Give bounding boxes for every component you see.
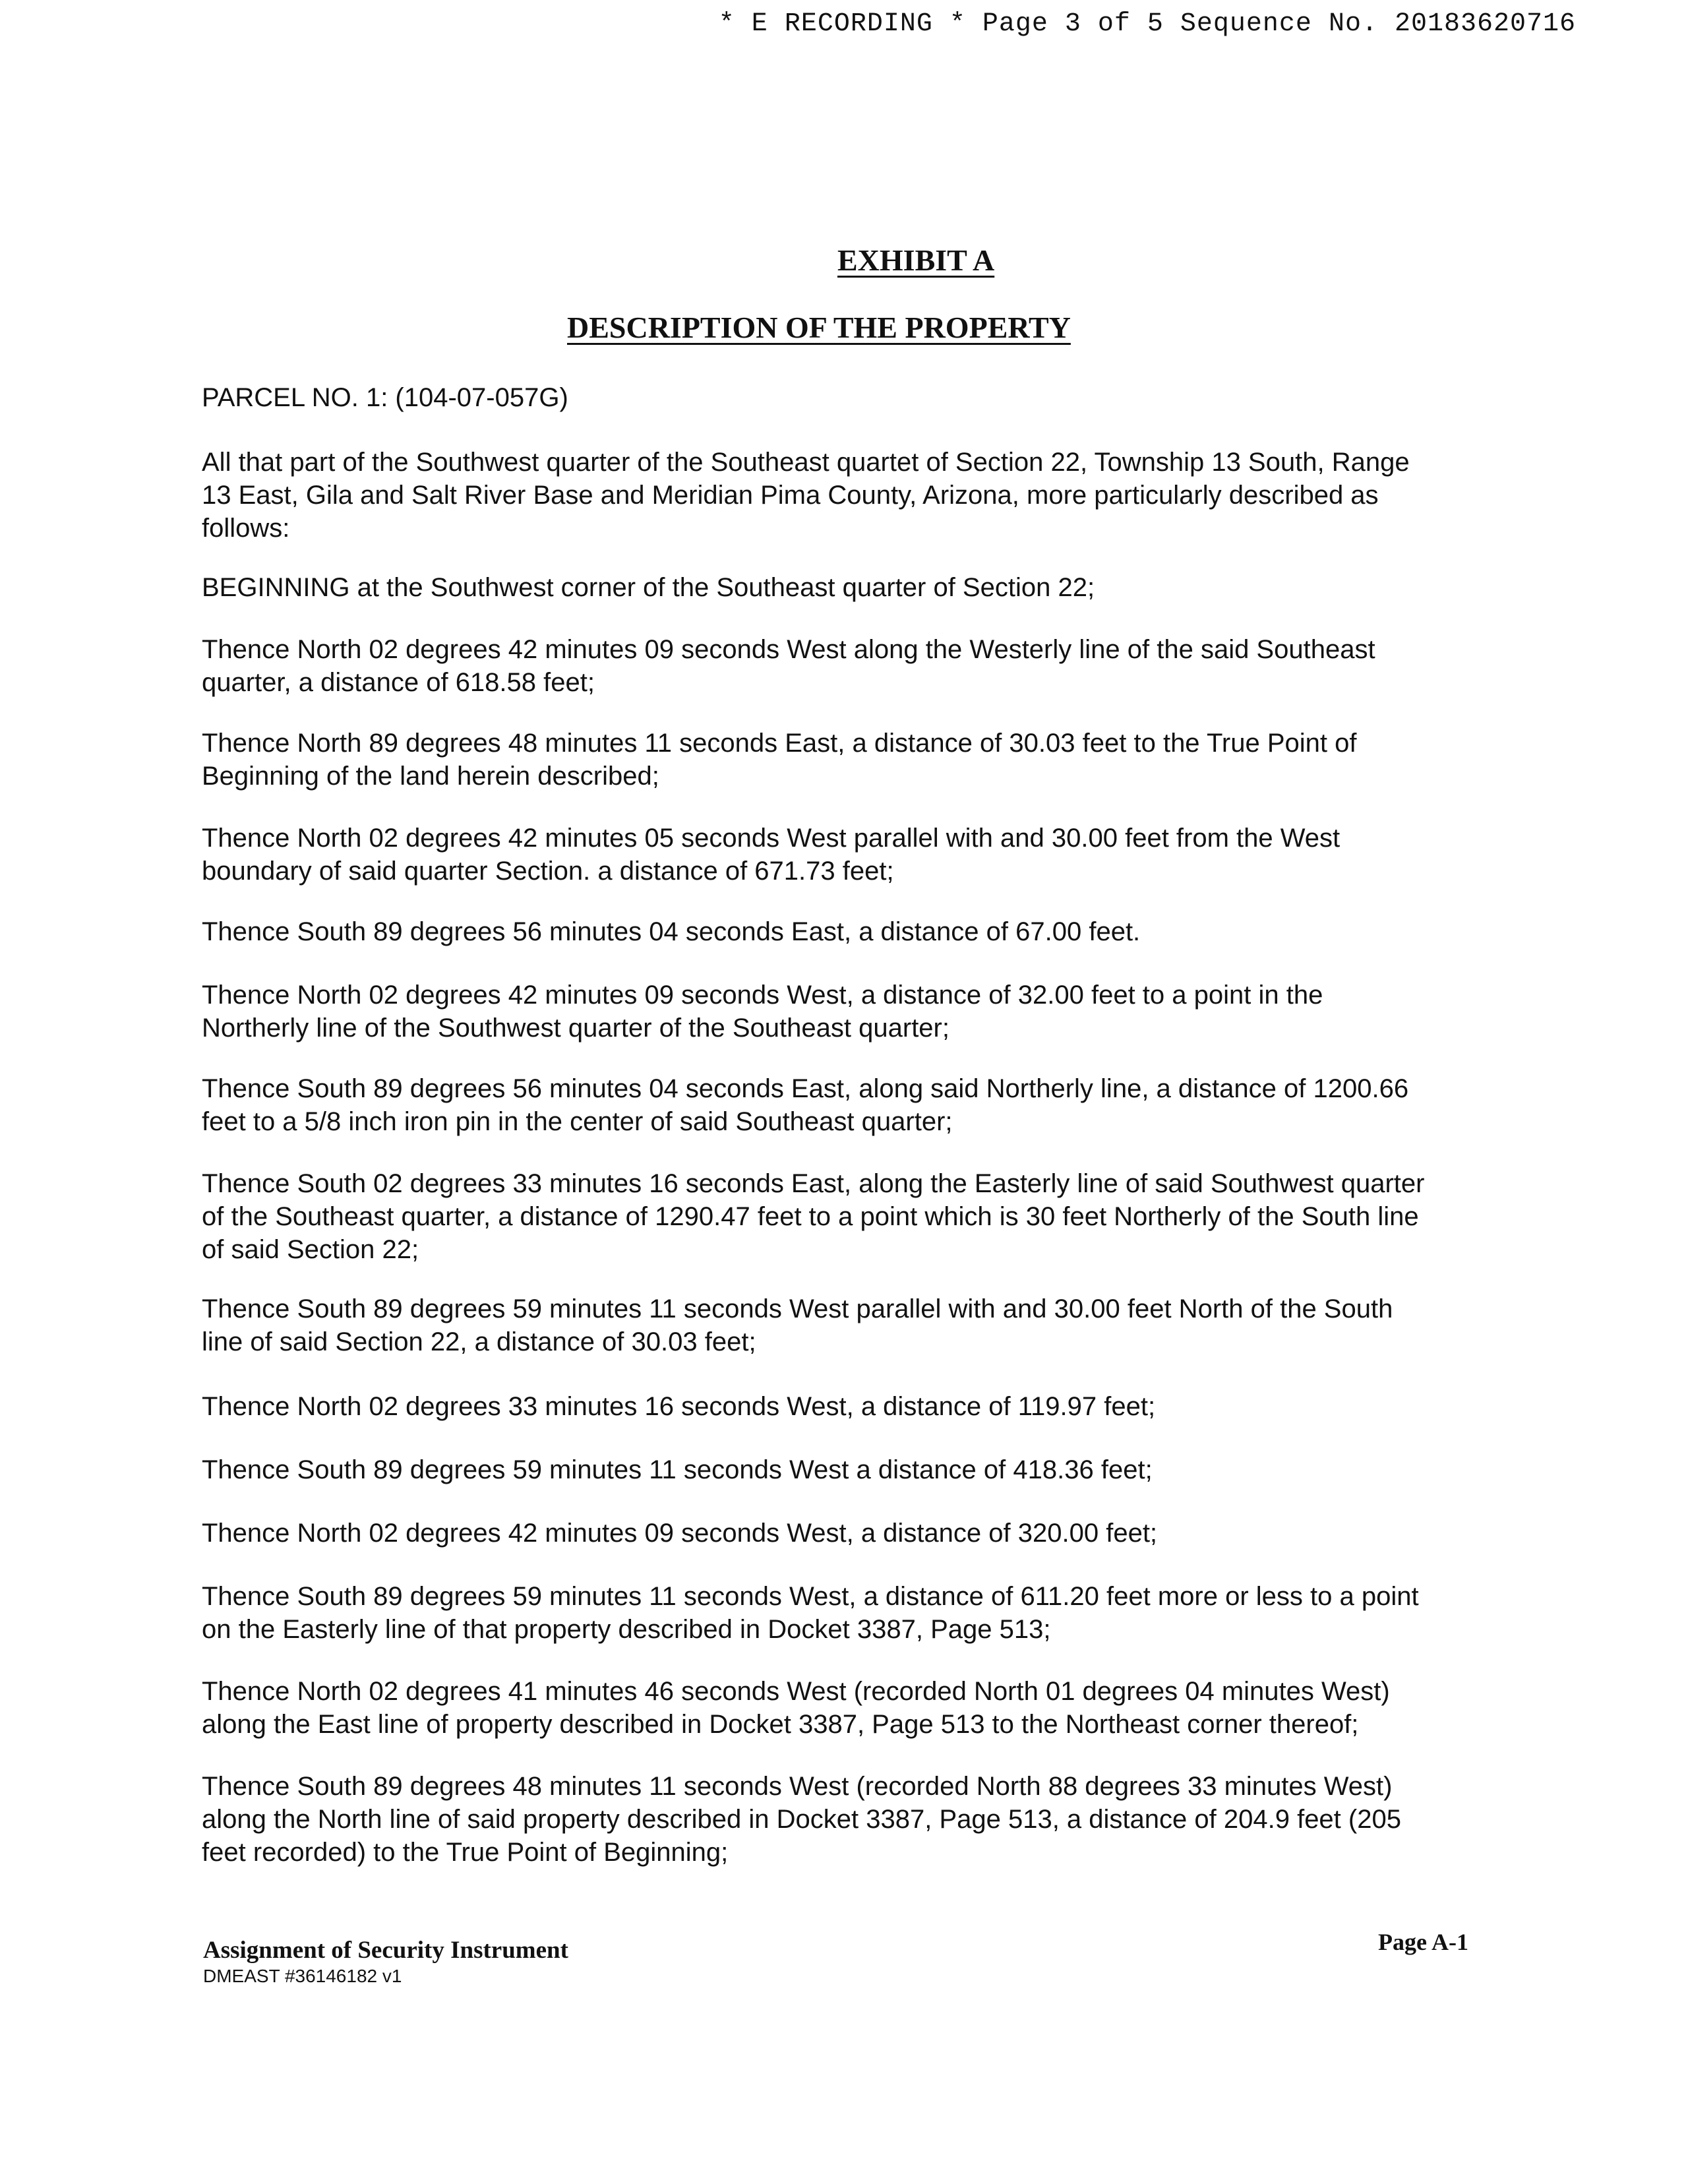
page-number: Page A-1 [1378, 1929, 1468, 1955]
recording-header: * E RECORDING * Page 3 of 5 Sequence No. 20183620716 [718, 9, 1576, 39]
course-paragraph-6: Thence South 89 degrees 56 minutes 04 seconds East, along said Northerly line, a distance of 1200.66 feet to a 5/8 inch iron pin in the center of said Southeast quarter; [202, 1074, 1409, 1136]
beginning-paragraph: BEGINNING at the Southwest corner of the Southeast quarter of Section 22; [202, 573, 1095, 602]
course-paragraph-7: Thence South 02 degrees 33 minutes 16 seconds East, along the Easterly line of said Southwest quarter of the Southeast quarter, a distance of 1290.47 feet to a point which is 30 feet Northerly of the South line of said Section 22; [202, 1169, 1425, 1264]
description-title: DESCRIPTION OF THE PROPERTY [567, 311, 1071, 344]
course-paragraph-1: Thence North 02 degrees 42 minutes 09 seconds West along the Westerly line of the said Southeast quarter, a distance of 618.58 feet; [202, 635, 1375, 697]
intro-paragraph: All that part of the Southwest quarter of the Southeast quartet of Section 22, Township 13 South, Range 13 East, Gila and Salt River Base and Meridian Pima County, Arizona, more particularly described as follows: [202, 448, 1410, 543]
footer-document-title: Assignment of Security Instrument [203, 1937, 568, 1964]
course-paragraph-4: Thence South 89 degrees 56 minutes 04 seconds East, a distance of 67.00 feet. [202, 917, 1141, 946]
course-paragraph-8: Thence South 89 degrees 59 minutes 11 seconds West parallel with and 30.00 feet North of the South line of said Section 22, a distance of 30.03 feet; [202, 1294, 1393, 1356]
course-paragraph-9: Thence North 02 degrees 33 minutes 16 seconds West, a distance of 119.97 feet; [202, 1392, 1156, 1421]
course-paragraph-10: Thence South 89 degrees 59 minutes 11 seconds West a distance of 418.36 feet; [202, 1455, 1153, 1484]
course-paragraph-11: Thence North 02 degrees 42 minutes 09 seconds West, a distance of 320.00 feet; [202, 1519, 1158, 1548]
course-paragraph-5: Thence North 02 degrees 42 minutes 09 seconds West, a distance of 32.00 feet to a point in the Northerly line of the Southwest quarter of the Southeast quarter; [202, 981, 1323, 1043]
course-paragraph-14: Thence South 89 degrees 48 minutes 11 seconds West (recorded North 88 degrees 33 minutes West) along the North line of said property described in Docket 3387, Page 513, a distance of 204.9 feet (205 feet recorded) to the True Point of Beginning; [202, 1772, 1401, 1867]
course-paragraph-2: Thence North 89 degrees 48 minutes 11 seconds East, a distance of 30.03 feet to the True Point of Beginning of the land herein described; [202, 729, 1357, 791]
parcel-label: PARCEL NO. 1: (104-07-057G) [202, 383, 568, 412]
course-paragraph-3: Thence North 02 degrees 42 minutes 05 seconds West parallel with and 30.00 feet from the West boundary of said quarter Section. a distance of 671.73 feet; [202, 824, 1341, 886]
course-paragraph-13: Thence North 02 degrees 41 minutes 46 seconds West (recorded North 01 degrees 04 minutes West) along the East line of property described in Docket 3387, Page 513 to the Northeast corner thereof; [202, 1677, 1390, 1739]
course-paragraph-12: Thence South 89 degrees 59 minutes 11 seconds West, a distance of 611.20 feet more or less to a point on the Easterly line of that property described in Docket 3387, Page 513; [202, 1582, 1419, 1644]
exhibit-title: EXHIBIT A [837, 243, 995, 277]
footer-document-id: DMEAST #36146182 v1 [203, 1966, 402, 1986]
document-footer [203, 1936, 568, 1987]
